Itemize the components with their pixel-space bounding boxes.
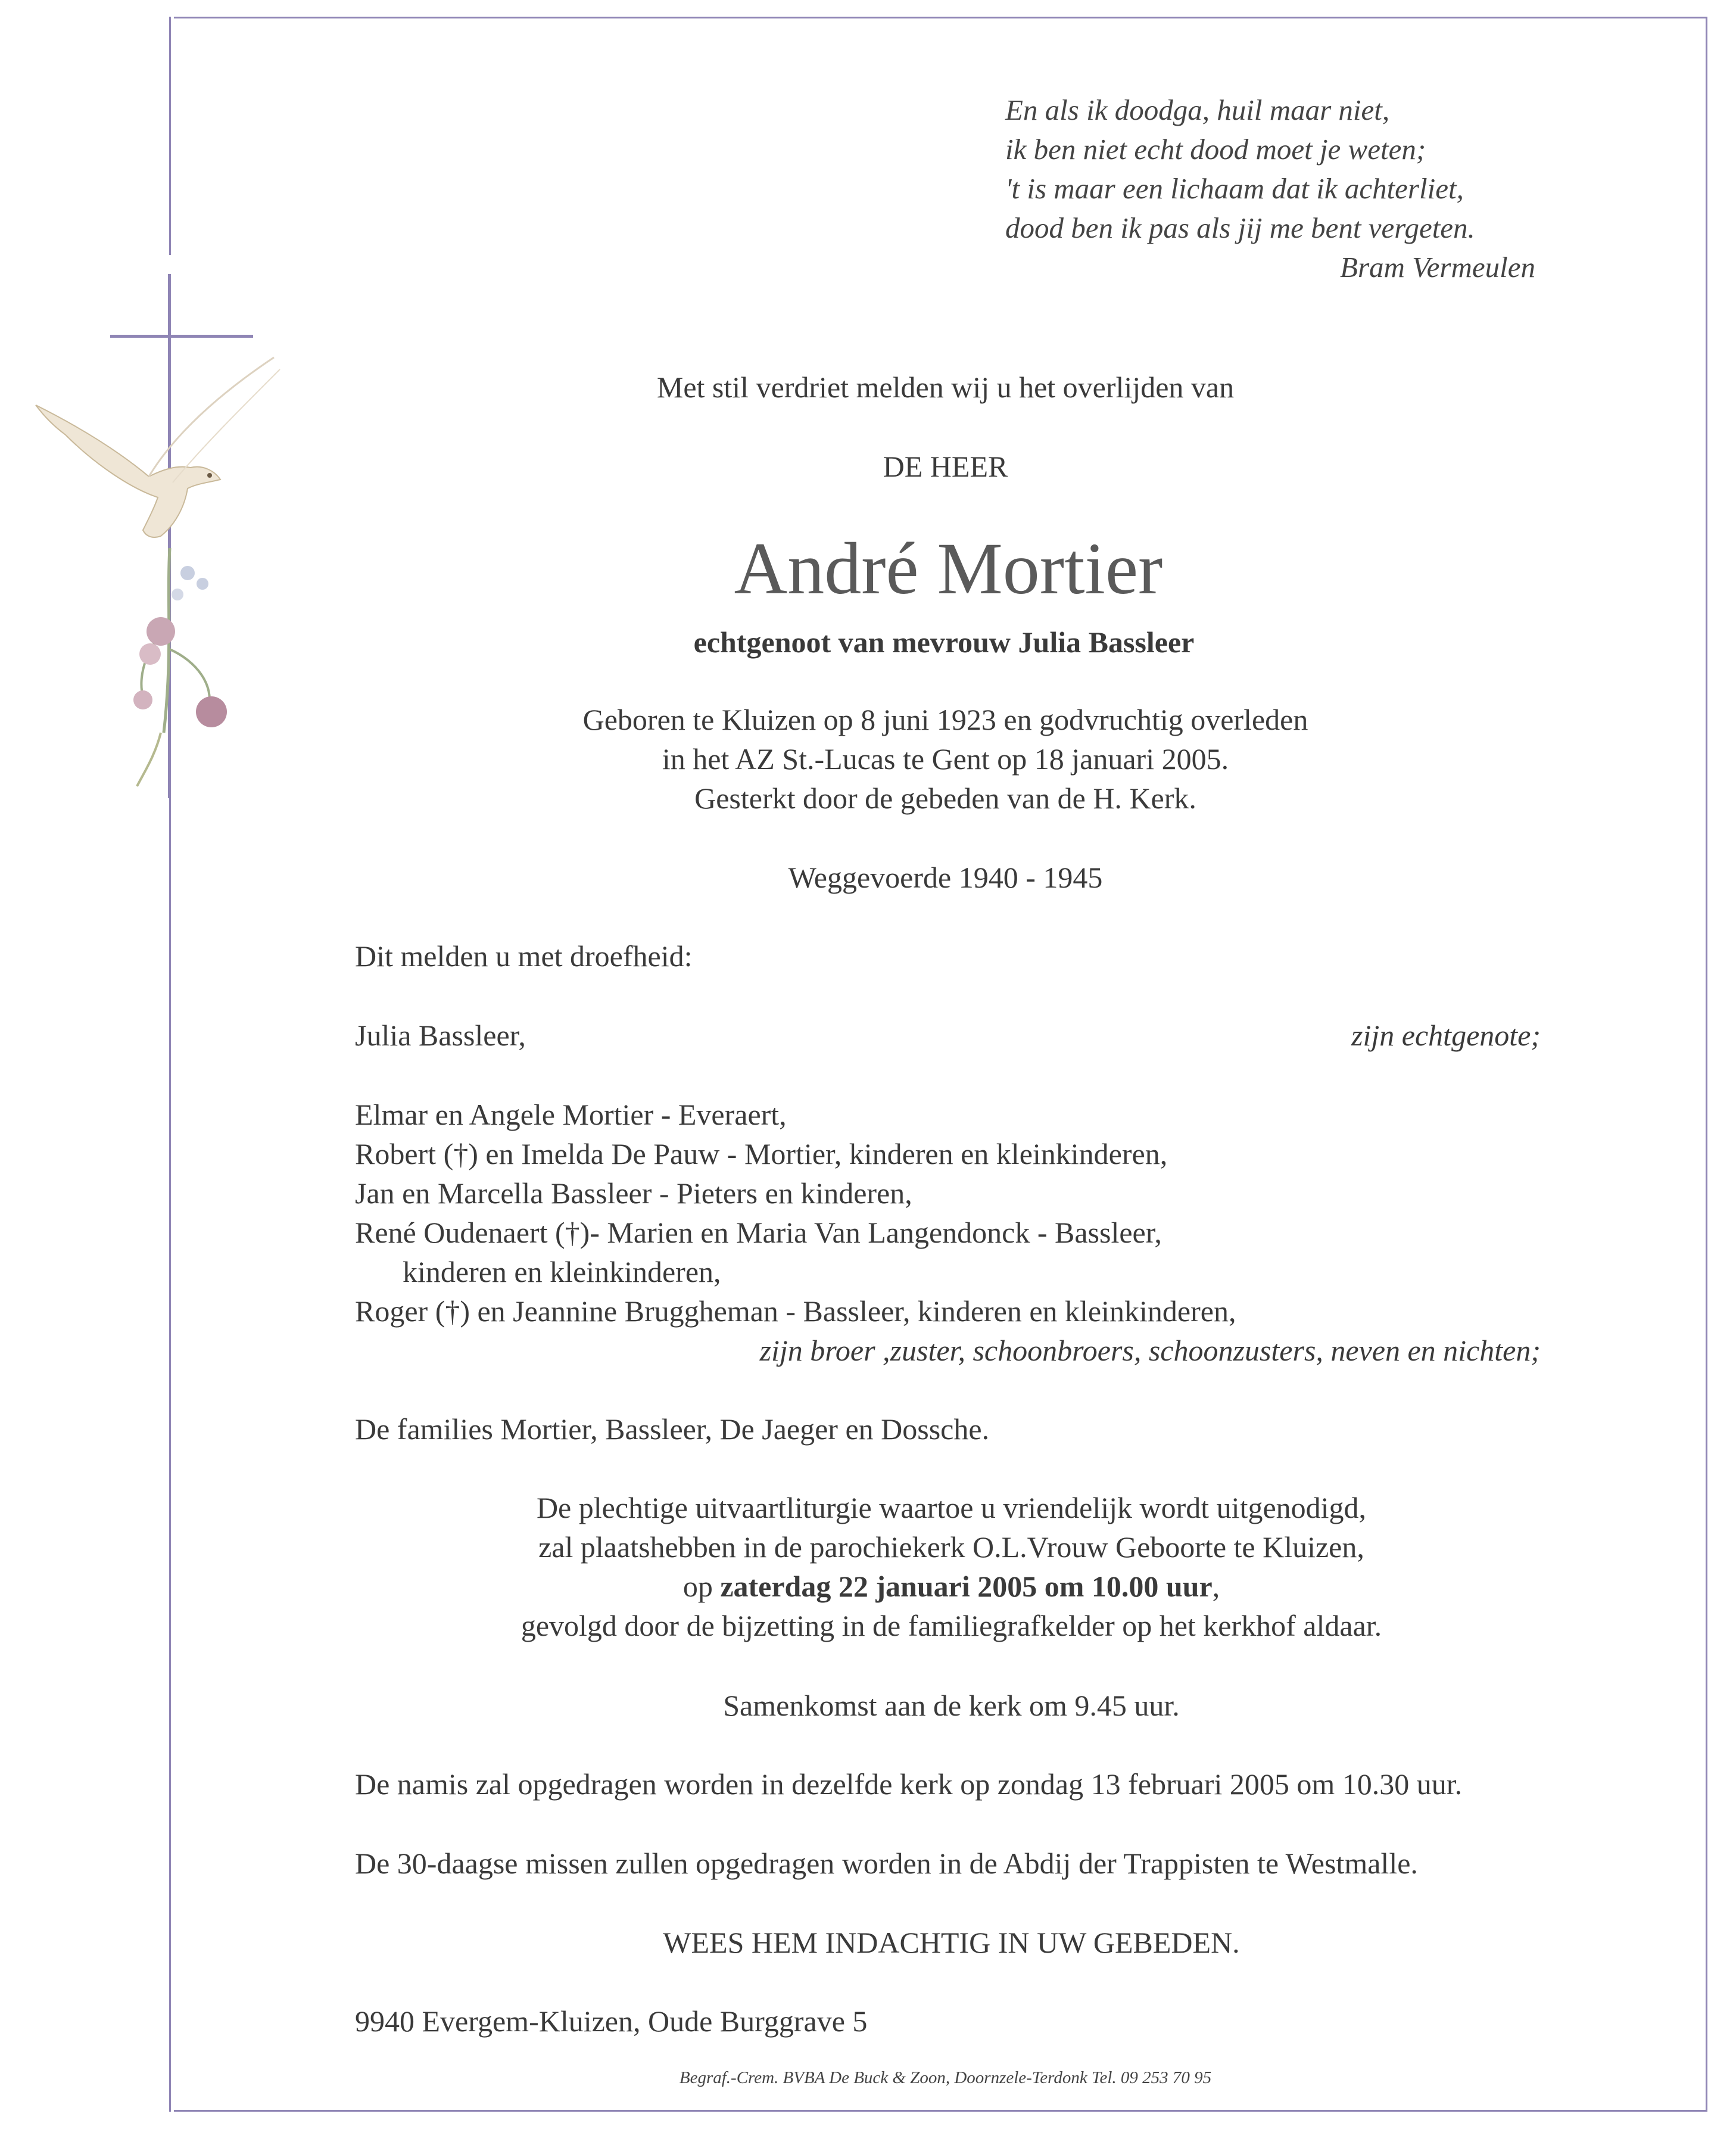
- address-line: 9940 Evergem-Kluizen, Oude Burggrave 5: [355, 2004, 868, 2038]
- birth-death-line: in het AZ St.-Lucas te Gent op 18 januari 2005.: [662, 742, 1229, 776]
- poem: [1005, 91, 1535, 287]
- remember-line: WEES HEM INDACHTIG IN UW GEBEDEN.: [663, 1926, 1240, 1959]
- funeral-date-suffix: ,: [1212, 1570, 1220, 1603]
- frame-right-border: [1706, 17, 1707, 2112]
- frame-top-border: [174, 17, 1707, 18]
- funeral-line: zal plaatshebben in de parochiekerk O.L.Vrouw Geboorte te Kluizen,: [538, 1530, 1364, 1564]
- spouse-relation: zijn echtgenote;: [1351, 1019, 1541, 1052]
- birth-death-line: Gesterkt door de gebeden van de H. Kerk.: [694, 782, 1196, 815]
- family-line: Roger (†) en Jeannine Bruggheman - Bassleer, kinderen en kleinkinderen,: [355, 1294, 1236, 1328]
- funeral-line: gevolgd door de bijzetting in de familiegrafkelder op het kerkhof aldaar.: [521, 1609, 1382, 1642]
- family-line: René Oudenaert (†)- Marien en Maria Van Langendonck - Bassleer,: [355, 1216, 1162, 1249]
- family-line: Elmar en Angele Mortier - Everaert,: [355, 1098, 787, 1131]
- frame-bottom-border: [174, 2110, 1707, 2112]
- families-line: De families Mortier, Bassleer, De Jaeger en Dossche.: [355, 1412, 990, 1446]
- masses30-line: De 30-daagse missen zullen opgedragen worden in de Abdij der Trappisten te Westmalle.: [355, 1847, 1418, 1880]
- honorific: DE HEER: [883, 450, 1008, 483]
- intro-text: Met stil verdriet melden wij u het overlijden van: [656, 371, 1235, 404]
- spouse-line: echtgenoot van mevrouw Julia Bassleer: [693, 625, 1195, 659]
- family-line: Robert (†) en Imelda De Pauw - Mortier, kinderen en kleinkinderen,: [355, 1137, 1168, 1171]
- funeral-date: zaterdag 22 januari 2005 om 10.00 uur: [720, 1570, 1213, 1603]
- spouse-name: Julia Bassleer,: [355, 1019, 526, 1052]
- funeral-line: De plechtige uitvaartliturgie waartoe u vriendelijk wordt uitgenodigd,: [536, 1491, 1367, 1524]
- funeral-date-line: [0, 1567, 1736, 1606]
- deported-line: Weggevoerde 1940 - 1945: [788, 861, 1103, 894]
- meeting-line: Samenkomst aan de kerk om 9.45 uur.: [723, 1689, 1180, 1722]
- poem-line: En als ik doodga, huil maar niet,: [1005, 94, 1390, 126]
- family-line: Jan en Marcella Bassleer - Pieters en kinderen,: [355, 1176, 912, 1210]
- birth-death-line: Geboren te Kluizen op 8 juni 1923 en godvruchtig overleden: [582, 703, 1308, 736]
- family-line: kinderen en kleinkinderen,: [403, 1255, 721, 1288]
- poem-line: dood ben ik pas als jij me bent vergeten.: [1005, 211, 1475, 244]
- family-relation: zijn broer ,zuster, schoonbroers, schoonzusters, neven en nichten;: [759, 1334, 1541, 1367]
- poem-author: Bram Vermeulen: [1340, 251, 1535, 284]
- announce-line: Dit melden u met droefheid:: [355, 939, 693, 973]
- mass-line: De namis zal opgedragen worden in dezelfde kerk op zondag 13 februari 2005 om 10.30 uur.: [355, 1767, 1463, 1801]
- poem-line: 't is maar een lichaam dat ik achterliet,: [1005, 172, 1464, 205]
- frame-left-border-top: [169, 17, 171, 255]
- funeral-date-prefix: op: [682, 1570, 713, 1603]
- footer-undertaker: Begraf.-Crem. BVBA De Buck & Zoon, Doornzele-Terdonk Tel. 09 253 70 95: [679, 2068, 1212, 2087]
- frame-left-border-bottom: [169, 792, 171, 2112]
- poem-line: ik ben niet echt dood moet je weten;: [1005, 133, 1426, 166]
- deceased-name: André Mortier: [734, 528, 1163, 609]
